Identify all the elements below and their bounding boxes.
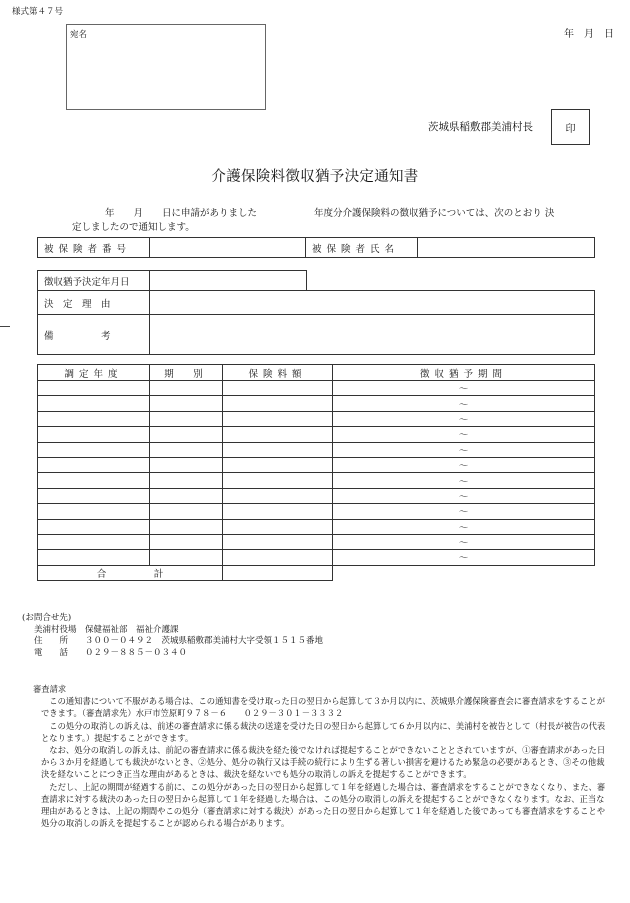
seal-label: 印: [565, 123, 576, 135]
decision-reason-label: 決 定 理 由: [38, 291, 150, 315]
fiscal-year-cell[interactable]: [38, 519, 150, 534]
decision-detail-table: [37, 290, 595, 355]
premium-amount-cell[interactable]: [223, 442, 333, 457]
deferment-period-cell[interactable]: ～: [333, 488, 595, 503]
total-row: [38, 565, 595, 580]
contact-block: [22, 613, 323, 659]
period-cell[interactable]: [150, 442, 223, 457]
total-label: 合 計: [38, 565, 223, 580]
period-cell[interactable]: [150, 519, 223, 534]
period-cell[interactable]: [150, 457, 223, 472]
fiscal-year-cell[interactable]: [38, 396, 150, 411]
table-row: [38, 550, 595, 565]
issuer-name: 茨城県稲敷郡美浦村長: [428, 121, 533, 133]
deferment-period-cell[interactable]: ～: [333, 411, 595, 426]
fiscal-year-cell[interactable]: [38, 504, 150, 519]
remarks-label: 備 考: [38, 315, 150, 355]
fiscal-year-cell[interactable]: [38, 534, 150, 549]
deferment-period-cell[interactable]: ～: [333, 504, 595, 519]
period-cell[interactable]: [150, 488, 223, 503]
period-cell[interactable]: [150, 534, 223, 549]
deferment-period-cell[interactable]: ～: [333, 442, 595, 457]
period-cell[interactable]: [150, 427, 223, 442]
intro-text-line1: 年 月 日に申請がありました 年度分介護保険料の徴収猶予については、次のとおり 決: [105, 208, 555, 219]
decision-date-label: 徴収猶予決定年月日: [38, 271, 150, 291]
form-number: 様式第４７号: [12, 7, 64, 17]
insured-number-label: 被保険者番号: [38, 238, 150, 258]
decision-reason-field[interactable]: [150, 291, 595, 315]
date-line: 年 月 日: [564, 29, 614, 40]
document-title: 介護保険料徴収猶予決定通知書: [211, 169, 419, 185]
appeal-heading: 審査請求: [33, 684, 67, 694]
appeal-paragraph-2: この処分の取消しの訴えは、前述の審査請求に係る裁決の送達を受けた日の翌日から起算して６か月以内に、美浦村を被告として（村長が被告の代表となります。）提起することができます。: [41, 720, 606, 743]
contact-address-label: 住 所: [34, 636, 69, 646]
insured-name-field[interactable]: [418, 238, 595, 258]
appeal-notice: [33, 683, 608, 829]
deferment-period-cell[interactable]: ～: [333, 534, 595, 549]
premium-amount-cell[interactable]: [223, 519, 333, 534]
remarks-field[interactable]: [150, 315, 595, 355]
fiscal-year-cell[interactable]: [38, 442, 150, 457]
table-row: [38, 473, 595, 488]
deferment-period-cell[interactable]: ～: [333, 396, 595, 411]
contact-address-value: ３００－０４９２ 茨城県稲敷郡美浦村大字受領１５１５番地: [85, 636, 324, 646]
premium-amount-cell[interactable]: [223, 473, 333, 488]
header-premium-amount: 保険料額: [223, 365, 333, 381]
period-cell[interactable]: [150, 504, 223, 519]
total-empty-cell: [333, 565, 595, 580]
table-row: [38, 381, 595, 396]
table-row: [38, 457, 595, 472]
appeal-paragraph-1: この通知書について不服がある場合は、この通知書を受け取った日の翌日から起算して３か月以内に、茨城県介護保険審査会に審査請求をすることができます。（審査請求先）水戸市笠原町９７８－６ ０２９－３０１－３３３２: [41, 696, 606, 719]
premium-amount-cell[interactable]: [223, 488, 333, 503]
address-box[interactable]: [66, 24, 266, 110]
decision-date-field[interactable]: [150, 271, 307, 291]
contact-office: 美浦村役場 保健福祉部 福祉介護課: [34, 624, 179, 635]
insured-name-label: 被保険者氏名: [306, 238, 418, 258]
premium-amount-cell[interactable]: [223, 534, 333, 549]
insured-info-table: [37, 237, 595, 258]
table-row: [38, 519, 595, 534]
address-label: 宛名: [70, 30, 88, 40]
appeal-paragraph-4: ただし、上記の期間が経過する前に、この処分があった日の翌日から起算して１年を経過した場合は、審査請求をすることができなくなり、また、審査請求に対する裁決のあった日の翌日から起算して１年を経過した場合は、この処分の取消しの訴えを提起することができなくなります。なお、正当な理由があるときは、上記の期間やこの処分（審査請求に対する裁決）があった日の翌日から起算して１年を経過した後であっても審査請求をすることや処分の取消しの訴えを提起することが認められる場合があります。: [41, 781, 606, 829]
premium-amount-cell[interactable]: [223, 504, 333, 519]
deferment-period-cell[interactable]: ～: [333, 473, 595, 488]
fiscal-year-cell[interactable]: [38, 381, 150, 396]
table-row: [38, 396, 595, 411]
period-cell[interactable]: [150, 473, 223, 488]
intro-text-line2: 定しましたので通知します。: [72, 222, 195, 233]
insured-number-field[interactable]: [150, 238, 306, 258]
fiscal-year-cell[interactable]: [38, 457, 150, 472]
table-row: [38, 427, 595, 442]
fiscal-year-cell[interactable]: [38, 411, 150, 426]
deferment-period-cell[interactable]: ～: [333, 457, 595, 472]
premium-amount-cell[interactable]: [223, 427, 333, 442]
period-cell[interactable]: [150, 396, 223, 411]
contact-heading: (お問合せ先): [22, 613, 72, 623]
fiscal-year-cell[interactable]: [38, 488, 150, 503]
premium-amount-cell[interactable]: [223, 457, 333, 472]
premium-amount-cell[interactable]: [223, 396, 333, 411]
header-fiscal-year: 調定年度: [38, 365, 150, 381]
table-row: [38, 442, 595, 457]
fold-mark: [0, 326, 10, 327]
deferment-period-cell[interactable]: ～: [333, 550, 595, 565]
header-period: 期 別: [150, 365, 223, 381]
premium-amount-cell[interactable]: [223, 550, 333, 565]
premium-amount-cell[interactable]: [223, 411, 333, 426]
seal-box: [551, 109, 590, 145]
fiscal-year-cell[interactable]: [38, 427, 150, 442]
deferment-period-cell[interactable]: ～: [333, 427, 595, 442]
table-row: [38, 504, 595, 519]
period-cell[interactable]: [150, 381, 223, 396]
appeal-paragraph-3: なお、処分の取消しの訴えは、前記の審査請求に係る裁決を経た後でなければ提起することができないこととされていますが、①審査請求があった日から３か月を経過しても裁決がないとき、②処分、処分の執行又は手続の続行により生ずる著しい損害を避けるため緊急の必要があるとき、③その他裁決を経ないことにつき正当な理由があるときは、裁決を経ないでも処分の取消しの訴えを提起することができます。: [41, 745, 606, 780]
total-amount-cell[interactable]: [223, 565, 333, 580]
deferment-table: [37, 364, 595, 581]
period-cell[interactable]: [150, 550, 223, 565]
header-deferment-period: 徴収猶予期間: [333, 365, 595, 381]
contact-phone-label: 電 話: [34, 647, 69, 658]
premium-amount-cell[interactable]: [223, 381, 333, 396]
period-cell[interactable]: [150, 411, 223, 426]
table-row: [38, 411, 595, 426]
deferment-period-cell[interactable]: ～: [333, 519, 595, 534]
table-row: [38, 534, 595, 549]
fiscal-year-cell[interactable]: [38, 473, 150, 488]
deferment-period-cell[interactable]: ～: [333, 381, 595, 396]
table-row: [38, 488, 595, 503]
fiscal-year-cell[interactable]: [38, 550, 150, 565]
decision-date-table: [37, 270, 307, 291]
contact-phone-value: ０２９－８８５－０３４０: [85, 647, 188, 658]
